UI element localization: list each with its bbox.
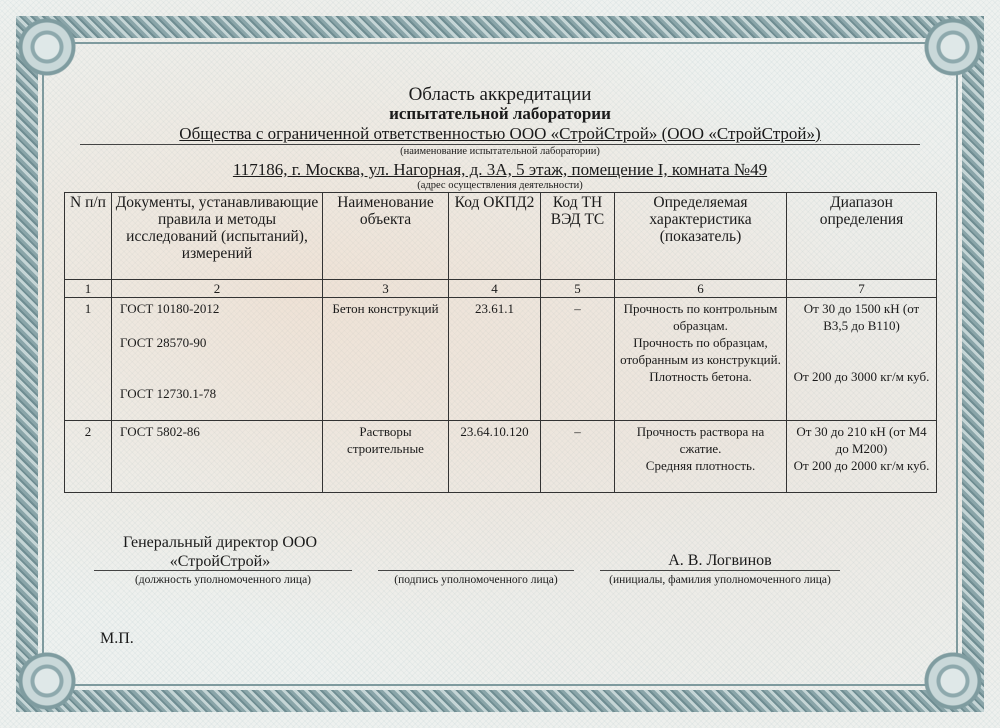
- range-value: От 200 до 2000 кг/м куб.: [793, 458, 930, 473]
- range-value: От 200 до 3000 кг/м куб.: [793, 369, 930, 384]
- document-title: Область аккредитации: [408, 84, 592, 105]
- table-header-row: [65, 193, 937, 280]
- signatory-position: Генеральный директор ООО «СтройСтрой»: [122, 534, 317, 570]
- characteristic: Прочность по контрольным образцам.: [623, 301, 778, 333]
- column-header: Определяемая характеристика (показатель): [615, 193, 787, 280]
- column-number: 6: [615, 280, 787, 298]
- okpd2-code: 23.61.1: [449, 298, 541, 421]
- column-number-row: [65, 280, 937, 298]
- column-header: Диапазон определения: [787, 193, 937, 280]
- column-number: 4: [449, 280, 541, 298]
- characteristic: Плотность бетона.: [649, 369, 752, 384]
- accreditation-scope-table: [64, 192, 937, 493]
- characteristic: Прочность по образцам, отобранным из конструкций.: [620, 335, 781, 367]
- document-standard: ГОСТ 5802-86: [120, 424, 200, 439]
- column-number: 2: [112, 280, 323, 298]
- column-header: Наименование объекта: [323, 193, 449, 280]
- column-number: 7: [787, 280, 937, 298]
- okpd2-code: 23.64.10.120: [449, 421, 541, 493]
- tnved-code: –: [541, 298, 615, 421]
- position-line: [94, 570, 352, 571]
- object-name: Растворы строительные: [323, 421, 449, 493]
- range-value: От 30 до 210 кН (от М4 до М200): [796, 424, 927, 456]
- characteristic: Средняя плотность.: [645, 458, 756, 473]
- corner-ornament-icon: [918, 646, 988, 716]
- tnved-code: –: [541, 421, 615, 493]
- row-number: 1: [65, 298, 112, 421]
- column-number: 5: [541, 280, 615, 298]
- corner-ornament-icon: [12, 646, 82, 716]
- signature-line: [378, 570, 574, 571]
- characteristic: Прочность раствора на сжатие.: [636, 424, 765, 456]
- column-header: Документы, устанавливающие правила и методы исследований (испытаний), измерений: [112, 193, 323, 280]
- document-standard: ГОСТ 28570-90: [120, 335, 207, 350]
- column-header: Код ОКПД2: [449, 193, 541, 280]
- name-line: [600, 570, 840, 571]
- table-row: [65, 298, 937, 421]
- documents-cell: [112, 298, 323, 421]
- signature-caption: (подпись уполномоченного лица): [394, 574, 558, 586]
- corner-ornament-icon: [12, 12, 82, 82]
- row-number: 2: [65, 421, 112, 493]
- characteristic-cell: [615, 421, 787, 493]
- documents-cell: [112, 421, 323, 493]
- lab-name: Общества с ограниченной ответственностью ООО «СтройСтрой» (ООО «СтройСтрой»): [179, 124, 821, 143]
- characteristic-cell: [615, 298, 787, 421]
- address-caption: (адрес осуществления деятельности): [417, 180, 583, 191]
- range-cell: [787, 421, 937, 493]
- lab-address: 117186, г. Москва, ул. Нагорная, д. 3А, 5 этаж, помещение I, комната №49: [232, 160, 768, 179]
- object-name: Бетон конструкций: [323, 298, 449, 421]
- column-number: 1: [65, 280, 112, 298]
- range-value: От 30 до 1500 кН (от В3,5 до В110): [803, 301, 920, 333]
- table-row: [65, 421, 937, 493]
- document-standard: ГОСТ 12730.1-78: [120, 386, 217, 401]
- column-header: Код ТН ВЭД ТС: [541, 193, 615, 280]
- corner-ornament-icon: [918, 12, 988, 82]
- stamp-place-label: М.П.: [100, 630, 134, 647]
- name-caption: (инициалы, фамилия уполномоченного лица): [609, 574, 831, 586]
- lab-name-caption: (наименование испытательной лаборатории): [400, 146, 600, 157]
- document-standard: ГОСТ 10180-2012: [120, 301, 220, 316]
- position-caption: (должность уполномоченного лица): [134, 574, 312, 586]
- range-cell: [787, 298, 937, 421]
- column-number: 3: [323, 280, 449, 298]
- column-header: N п/п: [65, 193, 112, 280]
- signatory-name: А. В. Логвинов: [668, 552, 772, 569]
- document-subtitle: испытательной лаборатории: [389, 104, 611, 123]
